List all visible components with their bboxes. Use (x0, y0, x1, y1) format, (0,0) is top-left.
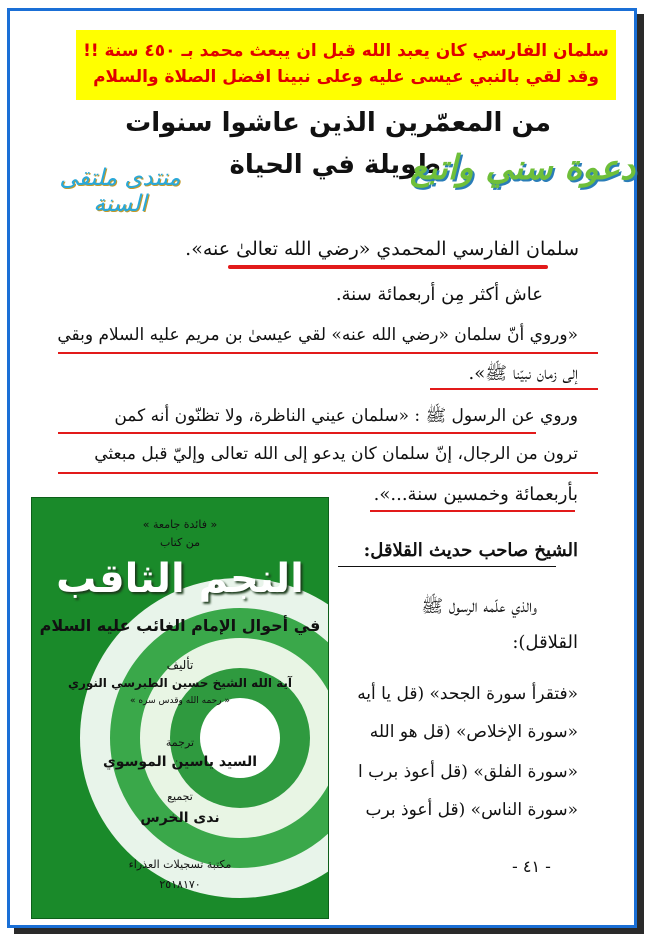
paragraph-line: والذي علّمه الرسول ﷺ (421, 596, 537, 617)
paragraph-line: «وروي أنّ سلمان «رضي الله عنه» لقي عيسىٰ بن مريم عليه السلام وبقي (57, 325, 578, 345)
section-heading-salman: سلمان الفارسي المحمدي «رضي الله تعالىٰ عنه». (185, 238, 579, 260)
surah-list-item: «سورة الناس» (قل أعوذ برب (365, 800, 578, 820)
page-title-line-1: من المعمّرين الذين عاشوا سنوات (125, 108, 551, 138)
cover-translation-label: ترجمة (165, 736, 195, 749)
red-underline (58, 432, 536, 434)
heading-underline-black (338, 566, 556, 567)
cover-subtitle: في أحوال الإمام الغائب عليه السلام (39, 616, 321, 635)
cover-top-label: « فائدة جامعة » (142, 518, 218, 531)
cover-author-note: « رحمه الله وقدس سره » (130, 696, 230, 706)
red-underline (430, 388, 598, 390)
surah-list-item: «فتقرأ سورة الجحد» (قل يا أيه (357, 684, 578, 704)
red-underline (58, 352, 598, 354)
headline-banner (76, 30, 616, 100)
surah-list-item: «سورة الإخلاص» (قل هو الله (369, 722, 578, 742)
cover-author-label: تأليف (166, 658, 194, 672)
cover-phone: ٢٥١٨١٧٠ (159, 878, 201, 891)
cover-compiler: ندى الخرس (140, 810, 220, 826)
paragraph-line: القلاقل): (512, 632, 578, 653)
paragraph-line: ترون من الرجال، إنّ سلمان كان يدعو إلى الله تعالى وإليّ قبل مبعثي (94, 444, 578, 464)
banner-line-1: سلمان الفارسي كان يعبد الله قبل ان يبعث محمد بـ ٤٥٠ سنة !! (83, 41, 609, 61)
paragraph-line: عاش أكثر مِن أربعمائة سنة. (335, 284, 543, 305)
cover-compile-label: تجميع (167, 790, 193, 803)
red-underline (58, 472, 598, 474)
paragraph-line: إلى زمان نبيّنا ﷺ». (468, 363, 578, 384)
cover-from-book: من كتاب (159, 536, 201, 549)
page-title-line-2: طويلة في الحياة (229, 150, 441, 180)
forum-logo-multaqa: منتدى ملتقى السنة (59, 165, 181, 217)
cover-publisher: مكتبة تسجيلات العذراء (128, 858, 232, 871)
paragraph-line: وروي عن الرسول ﷺ : «سلمان عيني الناظرة، ولا تظنّون أنه كمن (114, 406, 578, 426)
section-heading-qalaqil: الشيخ صاحب حديث القلاقل: (363, 540, 578, 561)
cover-author: آية الله الشيخ حسين الطبرسي النوري (67, 676, 293, 690)
heading-underline (228, 265, 548, 269)
cover-translator: السيد ياسين الموسوي (102, 754, 258, 770)
book-cover (31, 497, 329, 919)
cover-book-title: النجم الثاقب (56, 556, 304, 602)
red-underline (370, 510, 575, 512)
surah-list-item: «سورة الفلق» (قل أعوذ برب ا (358, 762, 578, 782)
page-number: - ٤١ - (512, 857, 551, 876)
banner-line-2: وقد لقي بالنبي عيسى عليه وعلى نبينا افضل الصلاة والسلام (93, 67, 599, 87)
forum-logo-calligraphy: دعوة سني واتبع (409, 148, 636, 188)
paragraph-line: بأربعمائة وخمسين سنة...». (373, 484, 578, 505)
